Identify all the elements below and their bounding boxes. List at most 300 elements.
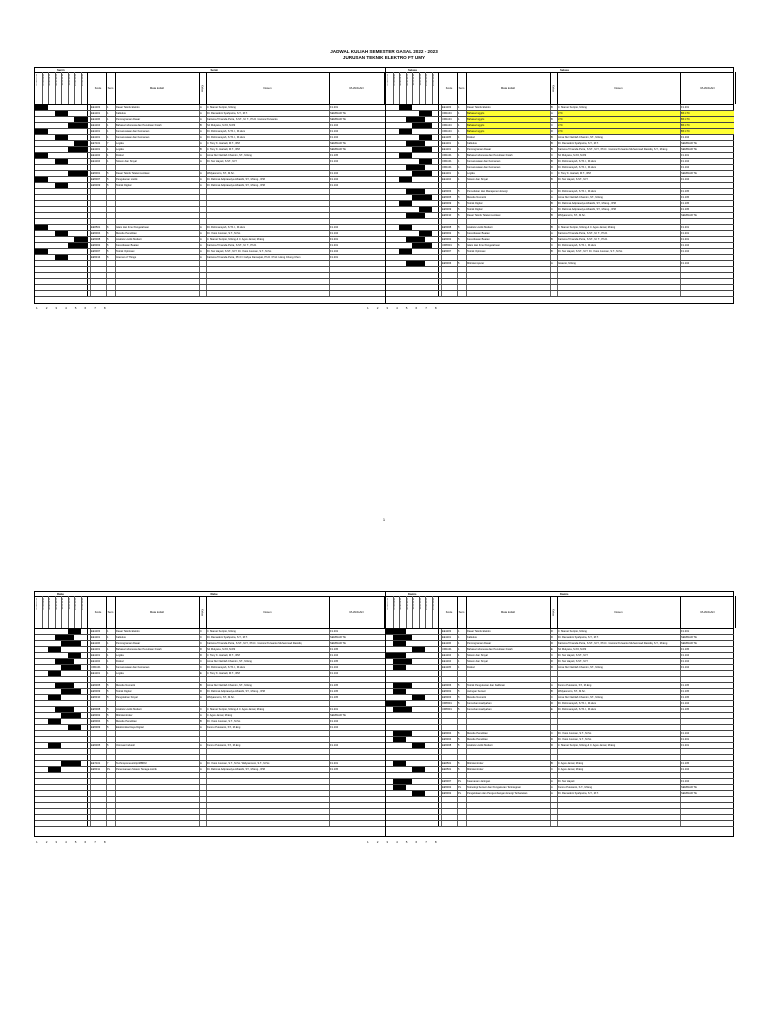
cell-divider [680, 791, 681, 796]
cell-divider [550, 743, 551, 748]
cell-divider [441, 249, 442, 254]
cell-sem [458, 725, 466, 730]
cell-kode: EE5304 [442, 738, 452, 741]
cell-ruang [330, 779, 384, 784]
slot-divider [399, 596, 400, 628]
cell-divider [680, 665, 681, 670]
cell-divider [441, 803, 442, 808]
slot-divider [412, 596, 413, 628]
cell-divider [106, 809, 107, 814]
cell-divider [90, 147, 91, 152]
slot-area-border [438, 207, 439, 212]
cell-divider [199, 141, 200, 146]
cell-divider [90, 725, 91, 730]
cell-divider [466, 695, 467, 700]
slot-area-border [87, 719, 88, 724]
cell-divider [550, 725, 551, 730]
cell-divider [441, 123, 442, 128]
cell-dosen [207, 165, 329, 170]
cell-ruang [681, 285, 734, 290]
cell-divider [106, 803, 107, 808]
cell-sem: 5 [458, 250, 460, 253]
cell-divider [106, 671, 107, 676]
cell-mk: Kemuhammadiyahan [467, 702, 492, 705]
cell-sem: 5 [458, 708, 460, 711]
cell-ruang: F1.201 [330, 256, 339, 259]
cell-kls: A [200, 130, 202, 133]
cell-kls: A [551, 262, 553, 265]
cell-divider [441, 213, 442, 218]
cell-divider [90, 659, 91, 664]
cell-divider [457, 285, 458, 290]
cell-divider [206, 213, 207, 218]
cell-kode: EE5301 [91, 172, 101, 175]
slot-area-border [87, 255, 88, 260]
cell-sem: 1 [107, 148, 109, 151]
cell-divider [329, 677, 330, 682]
cell-divider [557, 195, 558, 200]
cell-ruang: F1.104 [330, 130, 339, 133]
cell-divider [457, 135, 458, 140]
slot-area-border [87, 153, 88, 158]
cell-kode: EE5302 [442, 792, 452, 795]
cell-kls: A [200, 238, 202, 241]
cell-sem [458, 809, 466, 814]
cell-divider [550, 809, 551, 814]
cell-divider [106, 749, 107, 754]
cell-kode [442, 803, 457, 808]
cell-divider [199, 815, 200, 820]
cell-divider [115, 815, 116, 820]
slot-area-border [438, 117, 439, 122]
cell-divider [106, 707, 107, 712]
column-header-row [35, 596, 385, 629]
cell-ruang: F1.104 [681, 780, 690, 783]
cell-divider [457, 671, 458, 676]
cell-dosen [558, 279, 680, 284]
cell-sem [458, 671, 466, 676]
cell-divider [115, 695, 116, 700]
cell-ruang: F1.104 [681, 166, 690, 169]
cell-divider [466, 189, 467, 194]
cell-divider [457, 147, 458, 152]
cell-divider [680, 809, 681, 814]
cell-divider [115, 129, 116, 134]
schedule-rows [35, 629, 385, 836]
cell-divider [199, 219, 200, 224]
cell-divider [90, 243, 91, 248]
cell-sem: 1 [458, 148, 460, 151]
cell-mk [116, 261, 199, 266]
cell-divider [557, 231, 558, 236]
cell-divider [115, 249, 116, 254]
column-header-mk: Mata kuliah [466, 72, 551, 104]
cell-divider [466, 147, 467, 152]
cell-divider [550, 123, 551, 128]
cell-kode [91, 261, 106, 266]
cell-divider [557, 653, 558, 658]
cell-ruang: F1.104 [330, 654, 339, 657]
cell-dosen [558, 267, 680, 272]
cell-mk: Perencanaan Sistem Tenaga Listrik [116, 768, 157, 771]
cell-divider [557, 117, 558, 122]
cell-divider [550, 821, 551, 826]
cell-sem: 5 [458, 762, 460, 765]
cell-divider [106, 767, 107, 772]
cell-kode [442, 773, 457, 778]
cell-divider [199, 159, 200, 164]
slot-area-border [438, 683, 439, 688]
cell-mk [116, 291, 199, 296]
cell-kode: EE5304 [91, 720, 101, 723]
slot-area-border [438, 737, 439, 742]
slot-area-border [87, 665, 88, 670]
cell-dosen: Widyasmoro, ST., M.Sc. [558, 690, 586, 693]
cell-divider [206, 719, 207, 724]
cell-dosen: Widyasmoro, ST., M.Sc. [207, 172, 235, 175]
cell-divider [557, 183, 558, 188]
cell-kls: C [551, 208, 553, 211]
cell-divider [206, 671, 207, 676]
cell-divider [466, 797, 467, 802]
cell-mk [116, 701, 199, 706]
cell-kode [91, 213, 106, 218]
cell-divider [90, 803, 91, 808]
slot-area-border [87, 129, 88, 134]
cell-divider [329, 243, 330, 248]
cell-divider [680, 725, 681, 730]
cell-divider [441, 237, 442, 242]
cell-divider [457, 761, 458, 766]
cell-divider [329, 105, 330, 110]
cell-divider [329, 743, 330, 748]
cell-kode: EE5308 [91, 708, 101, 711]
cell-kode: EE1103 [91, 630, 101, 633]
cell-kode [442, 725, 457, 730]
day-table-right [386, 68, 734, 303]
cell-divider [206, 189, 207, 194]
cell-divider [466, 207, 467, 212]
cell-dosen [207, 731, 329, 736]
cell-mk: Metode Penelitian [467, 732, 488, 735]
cell-divider [550, 147, 551, 152]
cell-divider [550, 677, 551, 682]
cell-kode: UM6501 [442, 708, 452, 711]
cell-divider [199, 785, 200, 790]
cell-divider [199, 243, 200, 248]
cell-ruang: F1.105 [681, 190, 690, 193]
cell-divider [457, 677, 458, 682]
cell-divider [206, 635, 207, 640]
cell-divider [90, 713, 91, 718]
cell-kls: A [200, 226, 202, 229]
cell-divider [90, 785, 91, 790]
cell-dosen [207, 189, 329, 194]
cell-divider [206, 809, 207, 814]
cell-divider [680, 159, 681, 164]
cell-divider [466, 641, 467, 646]
cell-kls: A [551, 780, 553, 783]
cell-mk: Pemodelan dan Manajemen Energi [467, 190, 508, 193]
cell-divider [457, 177, 458, 182]
cell-mk: Teknik Optimasi [116, 250, 135, 253]
cell-divider [106, 689, 107, 694]
cell-divider [550, 213, 551, 218]
cell-divider [90, 267, 91, 272]
cell-kode: EE1104 [91, 160, 101, 163]
cell-sem [107, 773, 115, 778]
cell-dosen: Dr. Rohmansyah, S.Th.I., M.Hum [207, 136, 246, 139]
cell-mk [116, 821, 199, 826]
cell-mk: Islam dan Ilmu Pengetahuan [467, 244, 501, 247]
cell-divider [199, 135, 200, 140]
cell-kls: A [200, 726, 202, 729]
cell-kode: EE7101 [91, 762, 101, 765]
cell-divider [550, 767, 551, 772]
time-slot-label: 10.20-11.10 [413, 598, 415, 610]
cell-divider [550, 665, 551, 670]
cell-divider [441, 111, 442, 116]
cell-mk: Mikrokomputer [467, 262, 485, 265]
cell-divider [115, 285, 116, 290]
time-slot-label: 09.30-10.20 [55, 74, 58, 86]
cell-kode: EE5307 [91, 178, 101, 181]
cell-divider [680, 237, 681, 242]
cell-kode: EE5305 [442, 196, 452, 199]
cell-ruang [681, 713, 734, 718]
cell-divider [466, 105, 467, 110]
time-slot-label: 12.00-12.50 [75, 598, 77, 610]
cell-kode [442, 821, 457, 826]
cell-divider [557, 135, 558, 140]
cell-divider [206, 821, 207, 826]
cell-divider [550, 225, 551, 230]
cell-divider [199, 255, 200, 260]
slot-area-border [87, 147, 88, 152]
cell-divider [115, 171, 116, 176]
cell-dosen: Dr. Ramadoni Syahputra, S.T., M.T. [558, 142, 599, 145]
cell-ruang [681, 273, 734, 278]
cell-divider [199, 701, 200, 706]
cell-divider [680, 189, 681, 194]
cell-divider [466, 743, 467, 748]
cell-kode [91, 779, 106, 784]
cell-dosen [207, 273, 329, 278]
cell-divider [680, 225, 681, 230]
cell-divider [329, 737, 330, 742]
cell-divider [680, 797, 681, 802]
cell-divider [466, 749, 467, 754]
cell-divider [106, 677, 107, 682]
slot-area-border [438, 821, 439, 826]
cell-divider [106, 147, 107, 152]
cell-divider [106, 153, 107, 158]
cell-divider [680, 815, 681, 820]
cell-divider [550, 195, 551, 200]
cell-divider [557, 791, 558, 796]
cell-sem [107, 285, 115, 290]
cell-kode: EE5302 [442, 238, 452, 241]
cell-divider [550, 285, 551, 290]
cell-kls: B [551, 142, 553, 145]
cell-divider [206, 243, 207, 248]
cell-divider [457, 635, 458, 640]
cell-dosen: Ir. Slamet Suripto, M.Eng [207, 106, 236, 109]
cell-divider [106, 273, 107, 278]
cell-sem: 5 [107, 238, 109, 241]
cell-divider [457, 231, 458, 236]
cell-divider [329, 147, 330, 152]
cell-divider [329, 237, 330, 242]
cell-divider [466, 261, 467, 266]
cell-divider [466, 665, 467, 670]
cell-mk [116, 279, 199, 284]
cell-divider [206, 207, 207, 212]
cell-divider [466, 171, 467, 176]
time-slot-label: 07.50-08.40 [393, 74, 396, 86]
cell-kode: UM1101 [442, 154, 452, 157]
cell-kode: EE5303 [442, 696, 452, 699]
slot-area-border [87, 761, 88, 766]
cell-divider [90, 111, 91, 116]
cell-divider [550, 129, 551, 134]
cell-divider [90, 767, 91, 772]
schedule-row [35, 291, 385, 297]
time-slot-label: 08.40-09.30 [49, 74, 51, 86]
cell-kode: EE5302 [91, 244, 101, 247]
cell-kode [91, 677, 106, 682]
cell-divider [466, 267, 467, 272]
cell-kls: B [200, 124, 202, 127]
cell-dosen [207, 809, 329, 814]
cell-divider [441, 773, 442, 778]
cell-divider [557, 743, 558, 748]
cell-divider [106, 213, 107, 218]
cell-divider [206, 773, 207, 778]
cell-divider [106, 291, 107, 296]
cell-mk: Kemuhammadiyahan [467, 708, 492, 711]
cell-kode [442, 671, 457, 676]
cell-divider [199, 267, 200, 272]
cell-divider [90, 279, 91, 284]
cell-sem [107, 701, 115, 706]
cell-divider [457, 647, 458, 652]
cell-ruang [330, 213, 384, 218]
cell-divider [680, 629, 681, 634]
cell-ruang: SEMINAR TE [681, 792, 697, 795]
cell-mk [116, 189, 199, 194]
cell-dosen: Dr. Ramadoni Syahputra, S.T., M.T. [558, 792, 599, 795]
slot-area-border [438, 719, 439, 724]
cell-divider [457, 707, 458, 712]
time-slot-label: 09.30-10.20 [406, 598, 409, 610]
cell-mk: Metode Penelitian [116, 720, 137, 723]
cell-divider [329, 713, 330, 718]
cell-dosen: Dr. Nur Hayati, S.ST., M.T. Dr. Yessi Jusman, S.T., M.Sc. [207, 250, 272, 253]
cell-kode: EE5308 [442, 226, 452, 229]
cell-dosen: Sri Mulyana, S.Pd, M.Pd [207, 648, 236, 651]
cell-divider [206, 701, 207, 706]
cell-divider [329, 755, 330, 760]
cell-divider [557, 159, 558, 164]
cell-sem: 7 [107, 142, 109, 145]
cell-divider [115, 809, 116, 814]
cell-divider [557, 213, 558, 218]
cell-divider [329, 779, 330, 784]
cell-kls: D [551, 630, 553, 633]
cell-divider [115, 797, 116, 802]
cell-divider [106, 713, 107, 718]
cell-divider [457, 797, 458, 802]
cell-divider [199, 189, 200, 194]
slot-area-border [87, 273, 88, 278]
cell-kode [91, 165, 106, 170]
cell-divider [550, 815, 551, 820]
cell-divider [329, 231, 330, 236]
time-slot-label: 12.50-13.40 [432, 598, 435, 610]
cell-divider [550, 255, 551, 260]
cell-dosen [207, 737, 329, 742]
slot-area-border [87, 141, 88, 146]
cell-sem: PL [458, 780, 462, 783]
cell-kls: B [551, 762, 553, 765]
cell-divider [90, 285, 91, 290]
cell-divider [557, 641, 558, 646]
cell-mk: Mikrokontroler [116, 714, 133, 717]
cell-sem [458, 821, 466, 826]
cell-kls: D [200, 690, 202, 693]
cell-divider [550, 659, 551, 664]
cell-kode [442, 815, 457, 820]
cell-divider [206, 183, 207, 188]
slot-area-border [87, 183, 88, 188]
cell-divider [550, 803, 551, 808]
cell-divider [466, 279, 467, 284]
column-header-sem: Sem [106, 72, 116, 104]
cell-divider [466, 755, 467, 760]
schedule-rows [35, 105, 385, 303]
cell-kode: EE1101 [442, 172, 452, 175]
cell-ruang [681, 797, 734, 802]
cell-divider [550, 243, 551, 248]
cell-divider [90, 123, 91, 128]
cell-sem: 1 [107, 160, 109, 163]
cell-mk: Metode Penelitian [116, 232, 137, 235]
cell-sem: 5 [458, 696, 460, 699]
cell-kls: D [551, 666, 553, 669]
cell-divider [199, 731, 200, 736]
cell-sem: 5 [107, 172, 109, 175]
cell-divider [329, 719, 330, 724]
cell-divider [329, 189, 330, 194]
slot-divider [55, 596, 56, 628]
cell-divider [557, 189, 558, 194]
cell-divider [441, 755, 442, 760]
cell-divider [90, 701, 91, 706]
cell-divider [466, 177, 467, 182]
cell-divider [680, 689, 681, 694]
cell-divider [550, 267, 551, 272]
cell-sem [458, 219, 466, 224]
slot-area-border [87, 659, 88, 664]
cell-divider [90, 797, 91, 802]
cell-mk [467, 279, 550, 284]
time-slot-header [35, 596, 88, 628]
cell-divider [441, 641, 442, 646]
slot-area-border [87, 201, 88, 206]
cell-mk [467, 821, 550, 826]
cell-sem: 1 [107, 130, 109, 133]
